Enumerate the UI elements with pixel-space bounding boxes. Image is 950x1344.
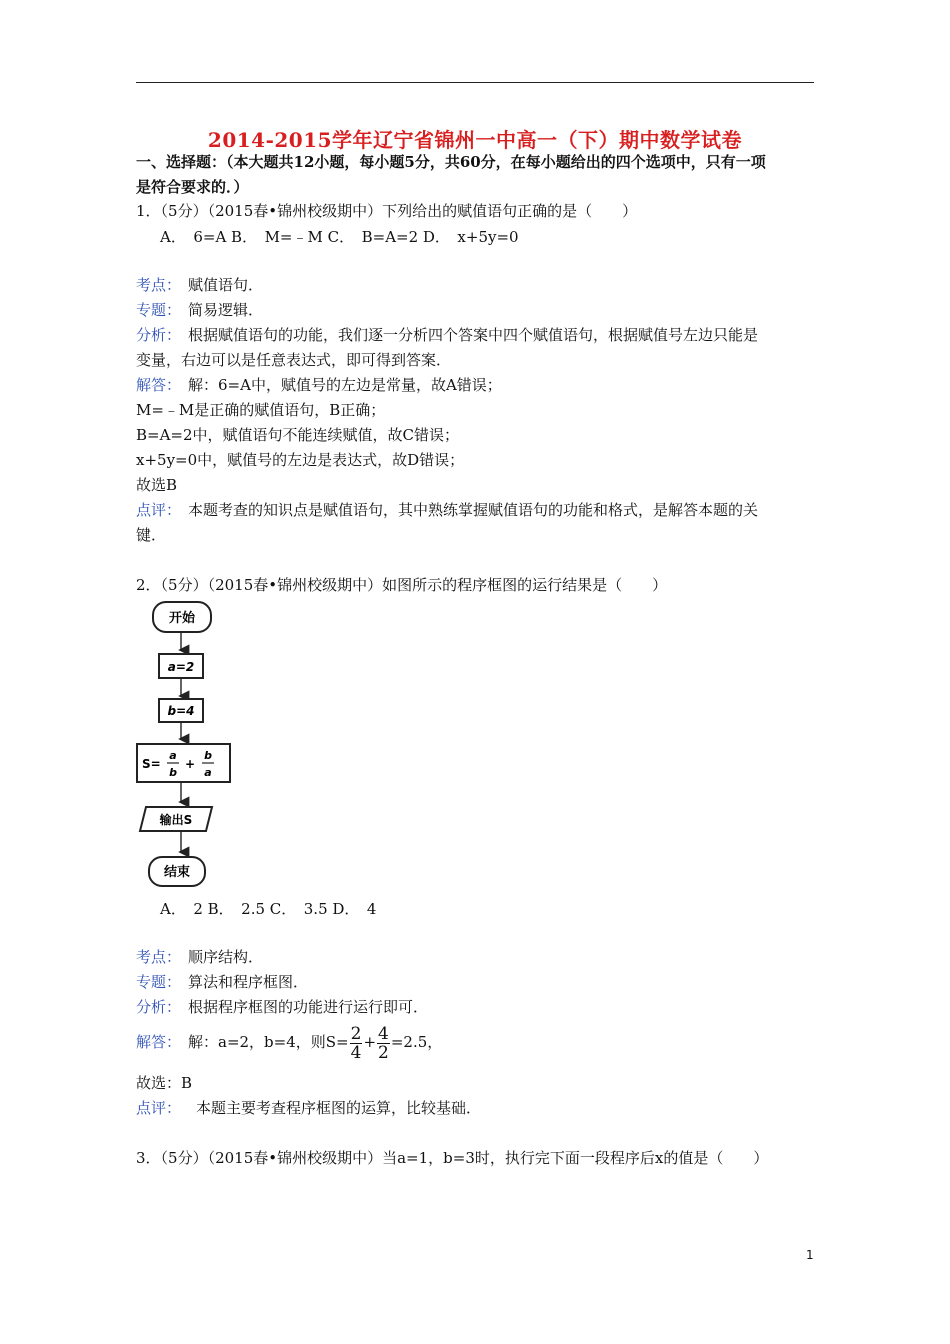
q2-jieda-suffix: =2.5， — [390, 1033, 443, 1051]
jieda-label: 解答： — [136, 376, 182, 394]
q1-dianping-row — [136, 500, 814, 520]
page-number: 1 — [806, 1248, 814, 1262]
q2-fenxi-row — [136, 997, 814, 1017]
q1-jieda-2: M=﹣M是正确的赋值语句，B正确； — [136, 401, 386, 419]
q2-fenxi: 根据程序框图的功能进行运行即可． — [188, 998, 429, 1016]
flow-start-text: 开始 — [168, 611, 196, 626]
kaodian-label: 考点： — [136, 276, 182, 294]
flow-step1-text: a=2 — [167, 660, 195, 674]
dianping-label: 点评： — [136, 1099, 182, 1117]
q1-dianping-2: 键． — [136, 526, 167, 544]
q1-jieda-row — [136, 375, 814, 395]
q3-stem: 3．（5分）（2015春•锦州校级期中）当a=1，b=3时，执行完下面一段程序后x的值是（ ） — [136, 1149, 769, 1167]
flow-step2-text: b=4 — [167, 704, 195, 718]
header-rule — [136, 82, 814, 83]
flow-frac2-den: a — [204, 766, 212, 779]
q2-kaodian: 顺序结构． — [188, 948, 264, 966]
flowchart — [132, 598, 236, 890]
zhuanti-label: 专题： — [136, 301, 182, 319]
q2-fraction-2-num: 4 — [378, 1023, 389, 1044]
section-heading-line1: 一、选择题：（本大题共12小题，每小题5分，共60分，在每小题给出的四个选项中，只有一项 — [136, 153, 766, 171]
q1-dianping-1: 本题考查的知识点是赋值语句，其中熟练掌握赋值语句的功能和格式，是解答本题的关 — [188, 501, 759, 519]
q2-fraction-2 — [377, 1025, 390, 1062]
q2-zhuanti: 算法和程序框图． — [188, 973, 309, 991]
q2-guxuan: 故选：B — [136, 1074, 193, 1092]
q1-jieda-4: x+5y=0中，赋值号的左边是表达式，故D错误； — [136, 451, 465, 469]
q2-jieda-plus: + — [363, 1033, 377, 1051]
q1-jieda-1: 解：6=A中，赋值号的左边是常量，故A错误； — [188, 376, 502, 394]
q1-fenxi-row — [136, 325, 814, 345]
zhuanti-label: 专题： — [136, 973, 182, 991]
q2-stem: 2．（5分）（2015春•锦州校级期中）如图所示的程序框图的运行结果是（ ） — [136, 576, 668, 594]
flow-frac2-num: b — [204, 749, 212, 762]
q2-kaodian-row — [136, 947, 814, 967]
q1-fenxi-1: 根据赋值语句的功能，我们逐一分析四个答案中四个赋值语句，根据赋值号左边只能是 — [188, 326, 759, 344]
q2-dianping-row — [136, 1098, 814, 1118]
q2-jieda-row — [136, 1022, 814, 1066]
q1-stem: 1．（5分）（2015春•锦州校级期中）下列给出的赋值语句正确的是（ ） — [136, 202, 638, 220]
q2-fraction-1-num: 2 — [350, 1023, 362, 1044]
q1-zhuanti: 简易逻辑． — [188, 301, 264, 319]
flow-frac1-num: a — [169, 749, 177, 762]
q2-jieda-prefix: 解：a=2，b=4，则S= — [188, 1033, 349, 1051]
q1-kaodian-row — [136, 275, 814, 295]
section-heading-line2: 是符合要求的．） — [136, 178, 249, 196]
kaodian-label: 考点： — [136, 948, 182, 966]
q1-fenxi-2: 变量，右边可以是任意表达式，即可得到答案． — [136, 351, 452, 369]
flow-end-text: 结束 — [163, 865, 191, 880]
page-title: 2014-2015学年辽宁省锦州一中高一（下）期中数学试卷 — [207, 128, 743, 152]
fenxi-label: 分析： — [136, 326, 182, 344]
flow-frac1-den: b — [169, 766, 177, 779]
q2-fraction-1 — [350, 1025, 363, 1062]
q2-fraction-2-den: 2 — [378, 1042, 389, 1063]
q2-zhuanti-row — [136, 972, 814, 992]
q1-kaodian: 赋值语句． — [188, 276, 264, 294]
fenxi-label: 分析： — [136, 998, 182, 1016]
flow-formula-plus: + — [184, 757, 196, 771]
dianping-label: 点评： — [136, 501, 182, 519]
q1-jieda-5: 故选B — [136, 476, 178, 494]
q1-options: A． 6=A B． M=﹣M C． B=A=2 D． x+5y=0 — [160, 228, 519, 246]
flow-output-text: 输出S — [159, 813, 193, 827]
q2-options: A． 2 B． 2.5 C． 3.5 D． 4 — [160, 900, 377, 918]
q1-jieda-3: B=A=2中，赋值语句不能连续赋值，故C错误； — [136, 426, 460, 444]
flow-formula-s: S= — [142, 757, 161, 771]
jieda-label: 解答： — [136, 1033, 182, 1051]
q1-zhuanti-row — [136, 300, 814, 320]
q2-dianping: 本题主要考查程序框图的运算，比较基础． — [196, 1099, 482, 1117]
q2-fraction-1-den: 4 — [350, 1042, 362, 1063]
